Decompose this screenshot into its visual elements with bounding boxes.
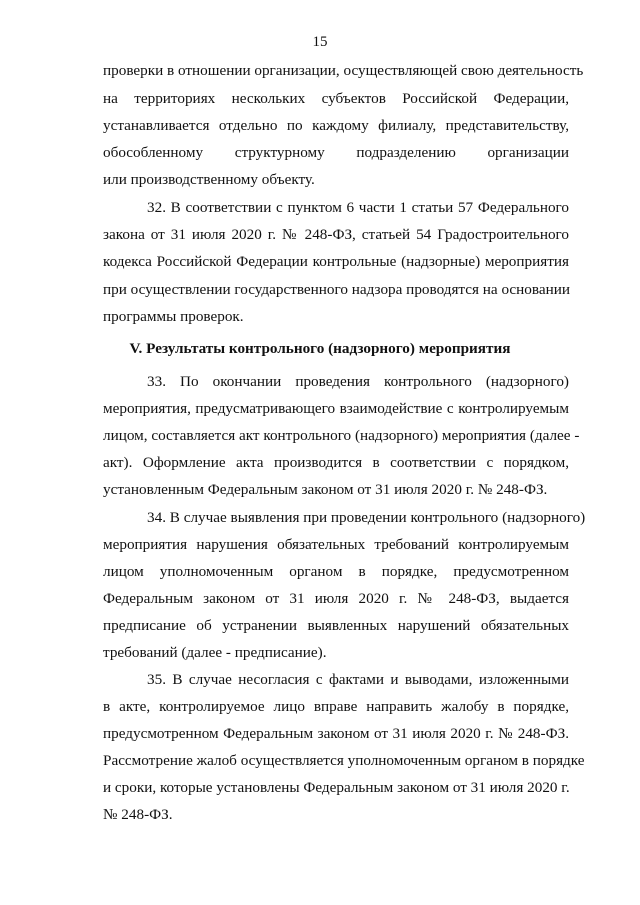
section-heading: V. Результаты контрольного (надзорного) мероприятия (129, 340, 511, 357)
paragraph-34-line: Федеральным законом от 31 июля 2020 г. № 248-ФЗ, выдается (103, 590, 569, 607)
page-number: 15 (312, 34, 328, 50)
paragraph-33-line: лицом, составляется акт контрольного (надзорного) мероприятия (далее - (103, 427, 580, 444)
paragraph-32-line: кодекса Российской Федерации контрольные (надзорные) мероприятия (103, 253, 569, 270)
paragraph-35-line: предусмотренном Федеральным законом от 31 июля 2020 г. № 248-ФЗ. (103, 725, 569, 742)
paragraph-33-line: мероприятия, предусматривающего взаимодействие с контролируемым (103, 400, 569, 417)
paragraph-33-line: установленным Федеральным законом от 31 июля 2020 г. № 248-ФЗ. (103, 481, 548, 498)
paragraph-34-line: мероприятия нарушения обязательных требований контролируемым (103, 536, 569, 553)
paragraph-34-line: предписание об устранении выявленных нарушений обязательных (103, 617, 569, 634)
paragraph-35-line: № 248-ФЗ. (103, 806, 173, 823)
paragraph-33-line: акт). Оформление акта производится в соответствии с порядком, (103, 454, 569, 471)
paragraph-35-line: 35. В случае несогласия с фактами и выводами, изложенными (147, 671, 569, 688)
paragraph-35-line: Рассмотрение жалоб осуществляется уполномоченным органом в порядке (103, 752, 585, 769)
paragraph-line: проверки в отношении организации, осуществляющей свою деятельность (103, 62, 584, 79)
paragraph-34-line: лицом уполномоченным органом в порядке, предусмотренном (103, 563, 569, 580)
paragraph-32-line: программы проверок. (103, 308, 244, 325)
paragraph-line: или производственному объекту. (103, 171, 315, 188)
paragraph-35-line: в акте, контролируемое лицо вправе направить жалобу в порядке, (103, 698, 569, 715)
paragraph-line: на территориях нескольких субъектов Российской Федерации, (103, 90, 569, 107)
paragraph-line: обособленному структурному подразделению организации (103, 144, 569, 161)
paragraph-32-line: при осуществлении государственного надзора проводятся на основании (103, 281, 570, 298)
paragraph-33-line: 33. По окончании проведения контрольного (надзорного) (147, 373, 569, 390)
paragraph-32-line: 32. В соответствии с пунктом 6 части 1 статьи 57 Федерального (147, 199, 569, 216)
paragraph-line: устанавливается отдельно по каждому филиалу, представительству, (103, 117, 569, 134)
paragraph-34-line: 34. В случае выявления при проведении контрольного (надзорного) (147, 509, 586, 526)
paragraph-32-line: закона от 31 июля 2020 г. № 248-ФЗ, статьей 54 Градостроительного (103, 226, 569, 243)
paragraph-34-line: требований (далее - предписание). (103, 644, 327, 661)
paragraph-35-line: и сроки, которые установлены Федеральным законом от 31 июля 2020 г. (103, 779, 570, 796)
